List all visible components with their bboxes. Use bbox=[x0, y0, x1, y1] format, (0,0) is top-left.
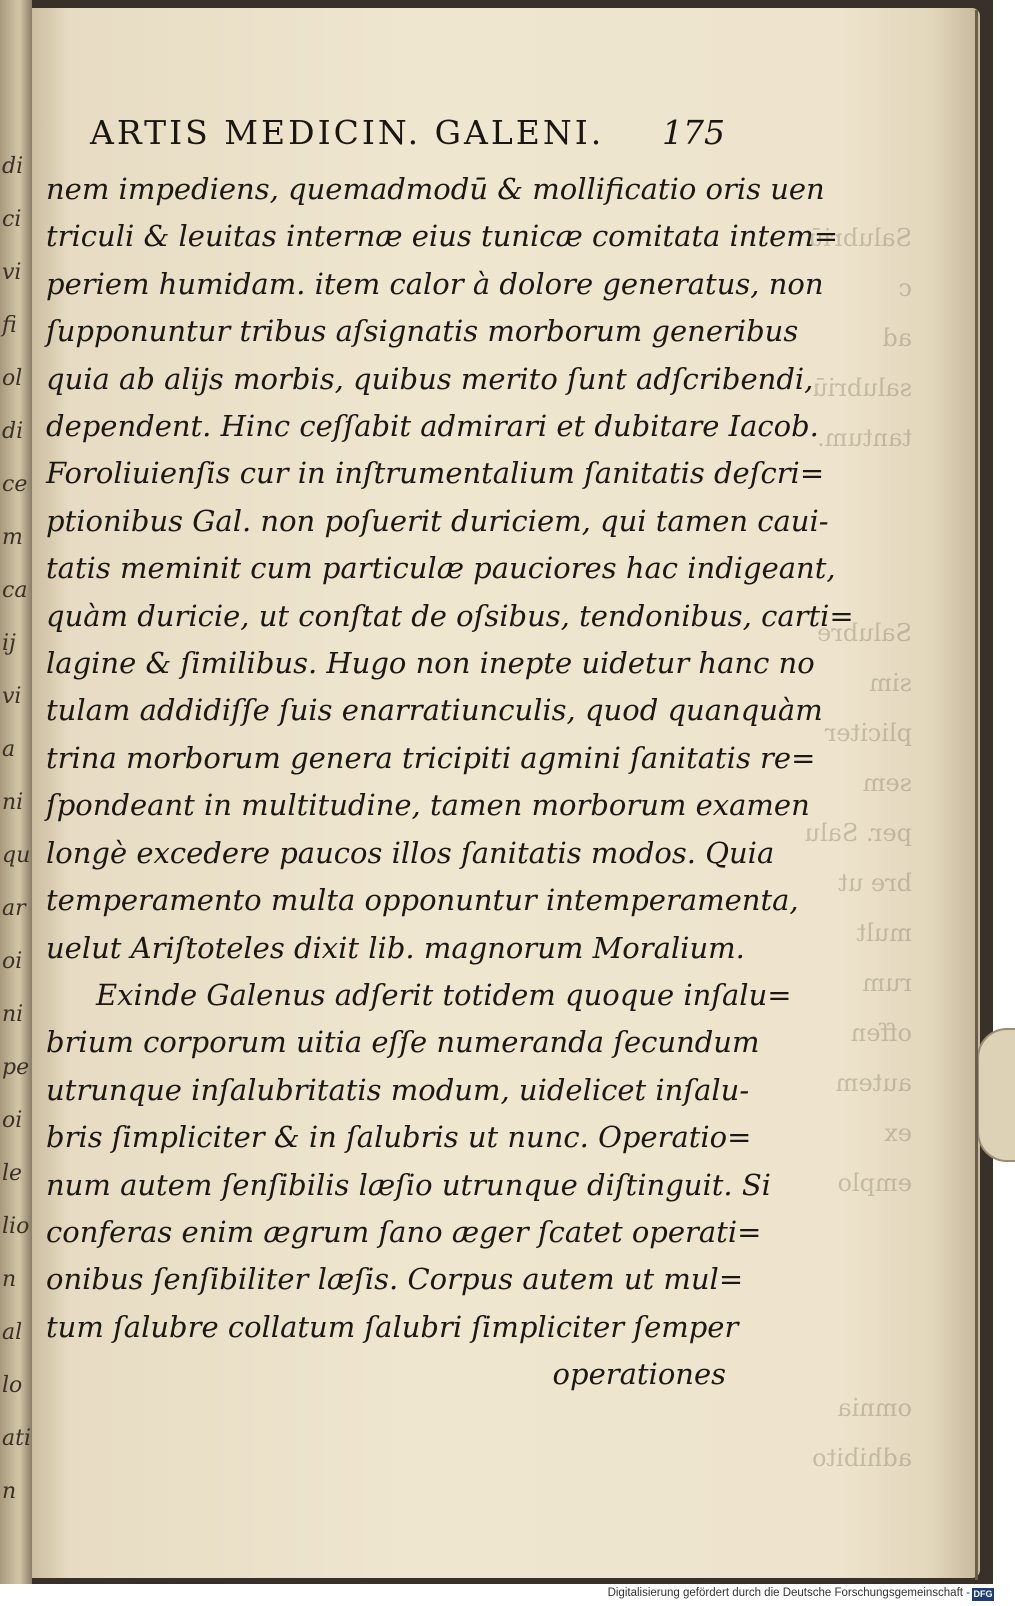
left-page-margin-fragments bbox=[2, 140, 31, 1518]
text-line: triculi & leuitas internæ eius tunicæ comitata intem= bbox=[46, 219, 839, 254]
bleed-through-line bbox=[802, 1283, 912, 1333]
text-line: dependent. Hinc ceſſabit admirari et dubitare Iacob. bbox=[46, 409, 819, 444]
margin-fragment: ol bbox=[2, 366, 23, 391]
margin-fragment: lo bbox=[2, 1373, 23, 1398]
text-line: Exinde Galenus adſerit totidem quoque inſalu= bbox=[96, 977, 792, 1012]
bleed-through-line: emplo bbox=[837, 1169, 912, 1197]
margin-fragment: pe bbox=[2, 1055, 30, 1080]
margin-fragment: oi bbox=[2, 949, 23, 974]
margin-fragment: di bbox=[2, 154, 24, 179]
text-line: lagine & ſimilibus. Hugo non inepte uidetur hanc no bbox=[46, 646, 815, 681]
margin-fragment: n bbox=[2, 1267, 17, 1292]
text-line: Foroliuienſis cur in inſtrumentalium ſanitatis deſcri= bbox=[46, 456, 825, 491]
margin-fragment: ca bbox=[2, 578, 28, 603]
dfg-logo: DFG bbox=[973, 1589, 993, 1599]
bleed-through-line: per. Salu bbox=[804, 819, 912, 847]
left-page-edge bbox=[0, 0, 32, 1584]
text-line: longè excedere paucos illos ſanitatis modos. Quia bbox=[46, 835, 775, 870]
page-number: 175 bbox=[662, 113, 725, 152]
digitization-credit: Digitalisierung gefördert durch die Deutsche Forschungsgemeinschaft - bbox=[607, 1587, 970, 1599]
margin-fragment: ij bbox=[2, 631, 16, 656]
margin-fragment: fi bbox=[2, 313, 17, 338]
margin-fragment: a bbox=[2, 737, 16, 762]
margin-fragment: ati bbox=[2, 1426, 31, 1451]
bleed-through-line: bre ut mult bbox=[838, 869, 912, 947]
text-line: tum ſalubre collatum ſalubri ſimpliciter ſemper bbox=[46, 1309, 739, 1344]
text-line: periem humidam. item calor à dolore generatus, non bbox=[46, 266, 824, 301]
margin-fragment: vi bbox=[2, 260, 22, 285]
margin-fragment: ci bbox=[2, 207, 22, 232]
margin-fragment: qu bbox=[2, 843, 31, 868]
text-line: conferas enim ægrum ſano æger ſcatet operati= bbox=[46, 1214, 762, 1249]
bleed-through-line: tantum. bbox=[817, 424, 912, 452]
margin-fragment: le bbox=[2, 1161, 23, 1186]
margin-fragment: lio bbox=[2, 1214, 30, 1239]
bleed-through-line bbox=[802, 1333, 912, 1383]
running-head bbox=[90, 113, 720, 159]
bleed-through-line: omnia bbox=[837, 1394, 912, 1422]
page-tab-marker bbox=[977, 1028, 1015, 1162]
text-line: tulam addidiſſe ſuis enarratiunculis, quod quanquàm bbox=[46, 693, 823, 728]
bleed-through-line: Salubre sim bbox=[817, 619, 912, 697]
running-title: ARTIS MEDICIN. GALENI. bbox=[90, 113, 605, 152]
text-line: tatis meminit cum particulæ pauciores hac indigeant, bbox=[46, 551, 836, 586]
bleed-through-line: ad salubriū bbox=[812, 324, 912, 402]
margin-fragment: n bbox=[2, 1479, 17, 1504]
text-line: uelut Ariſtoteles dixit lib. magnorum Moralium. bbox=[46, 930, 745, 965]
catchword: operationes bbox=[552, 1357, 726, 1392]
margin-fragment: ni bbox=[2, 1002, 24, 1027]
bleed-through-line: rum offen bbox=[850, 969, 912, 1047]
margin-fragment: vi bbox=[2, 684, 22, 709]
bleed-through-line: autem ex bbox=[835, 1069, 912, 1147]
body-text bbox=[46, 166, 854, 1399]
margin-fragment: ar bbox=[2, 896, 26, 921]
text-line: quia ab alijs morbis, quibus merito ſunt adſcribendi, bbox=[46, 361, 814, 396]
margin-fragment: ni bbox=[2, 790, 24, 815]
text-line: num autem ſenſibilis læſio utrunque diſtinguit. Si bbox=[46, 1167, 771, 1202]
bleed-through-line: adhibito bbox=[812, 1444, 912, 1472]
text-line: quàm duricie, ut conſtat de oſsibus, tendonibus, carti= bbox=[46, 598, 854, 633]
text-line: trina morborum genera tricipiti agmini ſanitatis re= bbox=[46, 740, 816, 775]
text-line: ſupponuntur tribus aſsignatis morborum generibus bbox=[46, 314, 799, 349]
text-line: utrunque inſalubritatis modum, uidelicet inſalu- bbox=[46, 1072, 750, 1107]
margin-fragment: ce bbox=[2, 472, 28, 497]
text-line: brium corporum uitia eſſe numeranda ſecundum bbox=[46, 1025, 760, 1060]
margin-fragment: m bbox=[2, 525, 23, 550]
bleed-through-block-c bbox=[802, 1233, 912, 1483]
text-line: ptionibus Gal. non poſuerit duriciem, qui tamen caui- bbox=[46, 503, 829, 538]
page-edge-line bbox=[975, 10, 978, 1580]
text-line: bris ſimpliciter & in ſalubris ut nunc. Operatio= bbox=[46, 1120, 752, 1155]
text-line: temperamento multa opponuntur intemperamenta, bbox=[46, 883, 799, 918]
text-line: nem impediens, quemadmodū & mollificatio oris uen bbox=[46, 172, 825, 206]
margin-fragment: oi bbox=[2, 1108, 23, 1133]
bleed-through-line: pliciter sem bbox=[824, 719, 912, 797]
text-line: onibus ſenſibiliter læſis. Corpus autem ut mul= bbox=[46, 1262, 744, 1297]
margin-fragment: al bbox=[2, 1320, 23, 1345]
margin-fragment: di bbox=[2, 419, 24, 444]
bleed-through-line bbox=[802, 1233, 912, 1283]
bleed-through-line: Salubriū c bbox=[808, 224, 912, 302]
text-line: ſpondeant in multitudine, tamen morborum examen bbox=[46, 788, 810, 823]
